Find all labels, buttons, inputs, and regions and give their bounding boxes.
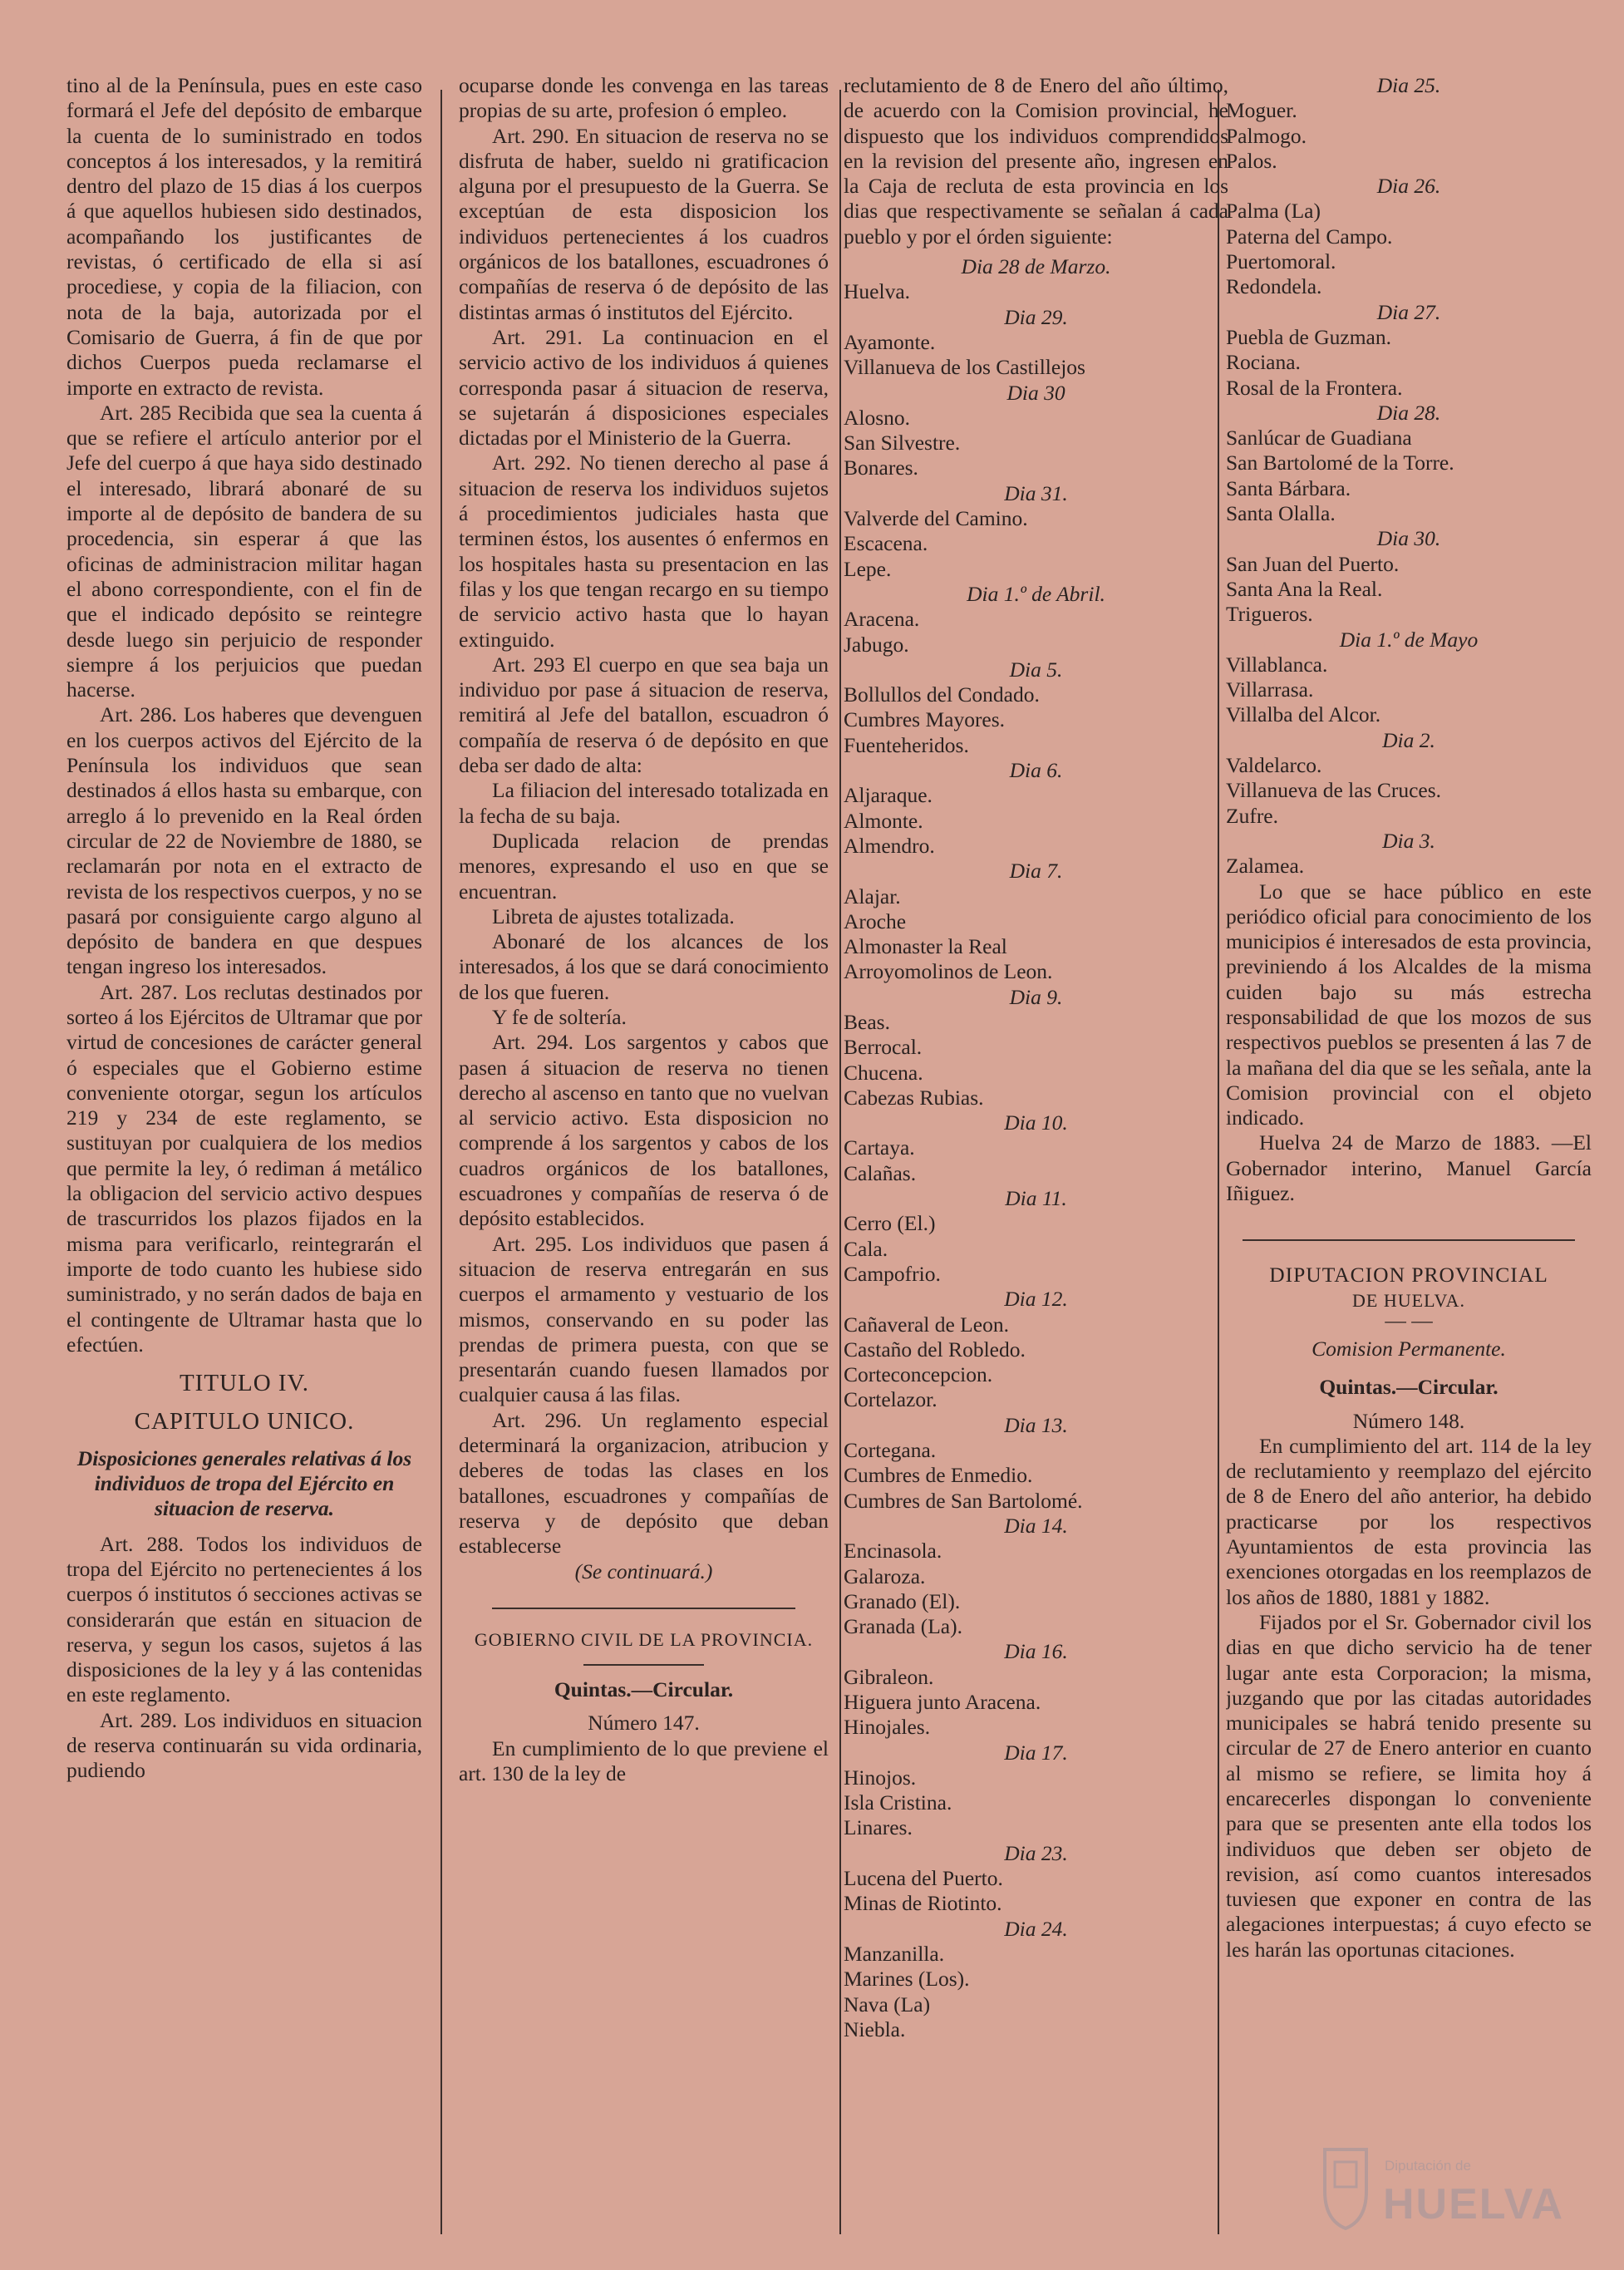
section-heading: DIPUTACION PROVINCIAL <box>1269 1263 1548 1288</box>
day-heading: Dia 5. <box>1009 657 1063 682</box>
town-name: Villablanca. <box>1226 652 1328 677</box>
day-heading: Dia 6. <box>1009 758 1063 783</box>
paragraph: ocuparse donde les convenga en las tareas propias de su arte, profesion ó empleo. <box>459 73 829 123</box>
town-name: Zalamea. <box>1226 854 1305 879</box>
town-name: Santa Ana la Real. <box>1226 576 1383 601</box>
circular-number: Número 148. <box>1352 1408 1465 1433</box>
town-name: Galaroza. <box>844 1563 926 1588</box>
town-name: Arroyomolinos de Leon. <box>844 959 1053 984</box>
paragraph: Y fe de soltería. <box>492 1004 627 1029</box>
day-heading: Dia 17. <box>1004 1740 1068 1765</box>
paragraph: tino al de la Península, pues en este caso formará el Jefe del depósito de embarque la cuenta de lo suministrado en todos conceptos á los interesados, y la remitirá dentro del plazo de 15 dias á los cuerpos á que aquellos hubiesen sido destinados, acompañando los justificantes de revistas, ó certificado de ella si así procediese, y copia de la filiacion, con nota de la baja, autorizada por el Comisario de Guerra, á fin de que por dichos Cuerpos pueda reclamarse el importe en extracto de revista. <box>66 73 422 400</box>
watermark-subtitle: Diputación de <box>1385 2158 1471 2174</box>
day-heading: Dia 25. <box>1376 73 1441 97</box>
town-name: Hinojos. <box>844 1765 917 1790</box>
town-name: Beas. <box>844 1009 890 1034</box>
town-name: Palos. <box>1226 148 1277 173</box>
town-name: Puebla de Guzman. <box>1226 324 1391 349</box>
title-heading: TITULO IV. <box>179 1370 310 1397</box>
article-285: Art. 285 Recibida que sea la cuenta á que se refiere el artículo anterior por el Jefe del cuerpo á que haya sido destinado el interesado, librará abonaré de su importe al de depósito de bandera de su procedencia, sin esperar á que las oficinas de administracion militar hagan el abono correspondiente, con el fin de que el indicado depósito se reintegre desde luego sin perjuicio de responder siempre á los perjuicios que puedan hacerse. <box>66 400 422 702</box>
section-subheading: DE HUELVA. <box>1352 1289 1465 1311</box>
column-4 <box>1226 73 1592 2234</box>
town-name: Palma (La) <box>1226 199 1321 224</box>
town-name: Almonaster la Real <box>844 934 1007 959</box>
town-name: Bonares. <box>844 455 918 480</box>
schedule-list <box>1226 73 1592 879</box>
section-rule <box>492 1608 795 1609</box>
town-name: Calañas. <box>844 1160 917 1185</box>
town-name: Encinasola. <box>844 1539 942 1563</box>
article-295: Art. 295. Los individuos que pasen á situacion de reserva entregarán en sus cuerpos el armamento y vestuario de los mismos, conservando en su poder las prendas de primera puesta, con que se presentarán cuando fuesen llamados por cualquier causa á las filas. <box>459 1231 829 1407</box>
town-name: Cerro (El.) <box>844 1211 936 1236</box>
town-name: Lepe. <box>844 556 892 581</box>
town-name: Bollullos del Condado. <box>844 682 1040 707</box>
divider-dashes: — — <box>1385 1307 1433 1332</box>
town-name: Alosno. <box>844 405 911 430</box>
town-name: Fuenteheridos. <box>844 732 969 757</box>
column-3 <box>844 73 1228 2234</box>
town-name: Niebla. <box>844 2016 906 2041</box>
town-name: Jabugo. <box>844 632 909 657</box>
town-name: Cumbres de San Bartolomé. <box>844 1488 1083 1513</box>
town-name: Marines (Los). <box>844 1967 970 1992</box>
paragraph: La filiacion del interesado totalizada en la fecha de su baja. <box>459 778 829 828</box>
town-name: Rosal de la Frontera. <box>1226 375 1403 400</box>
town-name: Aroche <box>844 908 907 933</box>
town-name: San Bartolomé de la Torre. <box>1226 451 1454 475</box>
watermark-logo <box>1316 2141 1566 2233</box>
article-292: Art. 292. No tienen derecho al pase á situacion de reserva los individuos sujetos á procedimientos judiciales hasta que terminen éstos, los ausentes ó enfermos en los hospitales hasta su presentacion en las filas y los que tengan recargo en su tiempo de servicio activo hasta que lo hayan extinguido. <box>459 451 829 652</box>
newspaper-page <box>58 73 1596 2234</box>
town-name: Corteconcepcion. <box>844 1362 993 1387</box>
day-heading: Dia 12. <box>1004 1287 1068 1312</box>
day-heading: Dia 30. <box>1376 526 1441 551</box>
circular-heading: Quintas.—Circular. <box>554 1677 734 1702</box>
schedule-list <box>844 254 1228 2042</box>
town-name: Almonte. <box>844 808 923 833</box>
article-288: Art. 288. Todos los individuos de tropa del Ejército no pertenecientes á los cuerpos ó institutos ó secciones activas se considerarán que están en situacion de reserva, y segun los casos, sujetos á las disposiciones de la ley y á las contenidas en este reglamento. <box>66 1531 422 1707</box>
town-name: Campofrio. <box>844 1261 941 1286</box>
town-name: Sanlúcar de Guadiana <box>1226 426 1412 451</box>
town-name: Aracena. <box>844 607 920 632</box>
town-name: Berrocal. <box>844 1035 923 1060</box>
article-286: Art. 286. Los haberes que devenguen en los cuerpos activos del Ejército de la Península los individuos que sean destinados á ellos hasta su embarque, con arreglo á lo prevenido en la Real órden circular de 22 de Noviembre de 1880, se reclamarán por nota en el extracto de revista de los respectivos cuerpos, y no se pasará por consiguiente cargo alguno al depósito de bandera en que despues tengan ingreso los interesados. <box>66 702 422 979</box>
town-name: Cartaya. <box>844 1135 915 1160</box>
day-heading: Dia 24. <box>1004 1916 1068 1941</box>
day-heading: Dia 7. <box>1009 859 1063 884</box>
town-name: Castaño del Robledo. <box>844 1337 1026 1362</box>
town-name: Linares. <box>844 1815 913 1840</box>
town-name: Gibraleon. <box>844 1664 934 1689</box>
paragraph: Libreta de ajustes totalizada. <box>492 904 735 928</box>
circular-number: Número 147. <box>588 1711 700 1736</box>
town-name: Paterna del Campo. <box>1226 224 1393 249</box>
day-heading: Dia 16. <box>1004 1639 1068 1664</box>
column-rule <box>440 90 442 2234</box>
day-heading: Dia 2. <box>1382 727 1435 752</box>
article-289: Art. 289. Los individuos en situacion de reserva continuarán su vida ordinaria, pudiendo <box>66 1707 422 1783</box>
town-name: Villanueva de las Cruces. <box>1226 778 1442 803</box>
town-name: Valdelarco. <box>1226 753 1322 778</box>
committee-heading: Comision Permanente. <box>1312 1336 1506 1361</box>
town-name: Huelva. <box>844 279 911 304</box>
column-1 <box>66 73 422 2234</box>
town-name: Cabezas Rubias. <box>844 1085 984 1110</box>
column-rule <box>839 90 841 2234</box>
article-287: Art. 287. Los reclutas destinados por sorteo á los Ejércitos de Ultramar que por virtud de concesiones de carácter general ó especiales que el Gobierno estime conveniente otorgar, segun los artículos 219 y 234 de este reglamento, se sustituyan por cualquiera de los medios que permite la ley, ó rediman á metálico la obligacion del servicio activo despues de trascurridos los plazos fijados en la misma para verificarlo, reintegrarán el importe de todo cuanto les hubiese sido suministrado, y no serán dados de baja en el contingente de Ultramar hasta que lo efectúen. <box>66 979 422 1357</box>
town-name: Almendro. <box>844 833 935 858</box>
continued-note: (Se continuará.) <box>574 1558 713 1583</box>
article-294: Art. 294. Los sargentos y cabos que pasen á situacion de reserva no tienen derecho al ascenso en tanto que no vuelvan al servicio activo. Esta disposicion no comprende á los sargentos y cabos de los cuadros orgánicos de los batallones, escuadrones y compañías de reserva ó de depósito establecidos. <box>459 1030 829 1231</box>
town-name: Villarrasa. <box>1226 677 1314 702</box>
town-name: Chucena. <box>844 1060 923 1085</box>
town-name: Manzanilla. <box>844 1941 945 1966</box>
town-name: Cortegana. <box>844 1438 937 1463</box>
section-rule <box>1243 1239 1575 1241</box>
town-name: Lucena del Puerto. <box>844 1866 1003 1891</box>
town-name: San Silvestre. <box>844 431 961 455</box>
signature-line: Huelva 24 de Marzo de 1883. —El Gobernador interino, Manuel García Iñiguez. <box>1226 1130 1592 1206</box>
article-290: Art. 290. En situacion de reserva no se disfruta de haber, sueldo ni gratificacion alguna por el presupuesto de la Guerra. Se exceptúan de esta disposicion los individuos pertenecientes á los cuadros orgánicos de los batallones, escuadrones ó compañías de reserva ó de depósito de las distintas armas ó institutos del Ejército. <box>459 123 829 324</box>
section-subtitle: Disposiciones generales relativas á los individuos de tropa del Ejército en situacion de reserva. <box>76 1445 412 1521</box>
town-name: Cala. <box>844 1236 888 1261</box>
town-name: Hinojales. <box>844 1715 931 1740</box>
town-name: Granado (El). <box>844 1588 961 1613</box>
day-heading: Dia 14. <box>1004 1513 1068 1538</box>
day-heading: Dia 1.º de Abril. <box>967 581 1105 606</box>
paragraph: Fijados por el Sr. Gobernador civil los dias en que dicho servicio ha de tener lugar ante esta Corporacion; la misma, juzgando que por las citadas autoridades municipales se habrá tenido presente su circular de 27 de Enero anterior en cuanto al mismo se refiere, se limita hoy á encarecerles dispongan lo conveniente para que se presenten ante ella todos los individuos que deben ser objeto de revision, así como cuantos interesados tuviesen que exponer en contra de las alegaciones interpuestas; á cuyo efecto se les harán las oportunas citaciones. <box>1226 1609 1592 1962</box>
paragraph: En cumplimiento de lo que previene el art. 130 de la ley de <box>459 1736 829 1785</box>
day-heading: Dia 29. <box>1004 304 1068 329</box>
article-291: Art. 291. La continuacion en el servicio activo de los individuos á quienes corresponda pasar á situacion de reserva, se sujetarán á disposiciones especiales dictadas por el Ministerio de la Guerra. <box>459 324 829 451</box>
town-name: Escacena. <box>844 531 928 556</box>
town-name: Nava (La) <box>844 1992 931 2016</box>
town-name: Moguer. <box>1226 98 1297 123</box>
town-name: Aljaraque. <box>844 783 933 808</box>
town-name: Trigueros. <box>1226 602 1313 627</box>
town-name: Valverde del Camino. <box>844 506 1028 531</box>
chapter-heading: CAPITULO UNICO. <box>134 1408 355 1435</box>
paragraph: Lo que se hace público en este periódico oficial para conocimiento de los municipios é interesados de esta provincia, previniendo á los Alcaldes de la misma cuiden bajo su más estrecha responsabilidad de que los mozos de sus respectivos pueblos se presenten á las 7 de la mañana del dia que se les señala, ante la Comision provincial con el objeto indicado. <box>1226 879 1592 1130</box>
paragraph: Duplicada relacion de prendas menores, expresando el uso en que se encuentran. <box>459 828 829 904</box>
day-heading: Dia 26. <box>1376 174 1441 199</box>
column-2 <box>459 73 829 2234</box>
day-heading: Dia 10. <box>1004 1110 1068 1135</box>
day-heading: Dia 28 de Marzo. <box>961 254 1111 279</box>
town-name: Ayamonte. <box>844 329 936 354</box>
day-heading: Dia 27. <box>1376 299 1441 324</box>
day-heading: Dia 31. <box>1004 480 1068 505</box>
town-name: Villalba del Alcor. <box>1226 702 1381 727</box>
day-heading: Dia 13. <box>1004 1412 1068 1437</box>
town-name: Cumbres Mayores. <box>844 707 1006 732</box>
town-name: Alajar. <box>844 884 901 908</box>
day-heading: Dia 9. <box>1009 984 1063 1009</box>
town-name: Cortelazor. <box>844 1387 937 1412</box>
article-296: Art. 296. Un reglamento especial determinará la organizacion, atribucion y deberes de todas las clases en los batallones, escuadrones y compañías de reserva y de depósito que deban establecerse <box>459 1407 829 1558</box>
paragraph: Abonaré de los alcances de los interesados, á los que se dará conocimiento de los que fueren. <box>459 929 829 1004</box>
town-name: Santa Olalla. <box>1226 501 1336 526</box>
day-heading: Dia 28. <box>1376 400 1441 425</box>
town-name: Palmogo. <box>1226 123 1307 148</box>
short-rule <box>583 1664 704 1666</box>
town-name: Cumbres de Enmedio. <box>844 1463 1033 1488</box>
town-name: Redondela. <box>1226 274 1322 299</box>
town-name: Minas de Riotinto. <box>844 1891 1002 1916</box>
day-heading: Dia 30 <box>1006 380 1065 405</box>
circular-heading: Quintas.—Circular. <box>1319 1375 1499 1400</box>
day-heading: Dia 3. <box>1382 828 1435 853</box>
day-heading: Dia 1.º de Mayo <box>1339 627 1479 652</box>
day-heading: Dia 11. <box>1005 1186 1067 1211</box>
town-name: Puertomoral. <box>1226 249 1336 274</box>
town-name: Rociana. <box>1226 350 1301 375</box>
section-heading: GOBIERNO CIVIL DE LA PROVINCIA. <box>474 1628 814 1650</box>
article-293: Art. 293 El cuerpo en que sea baja un individuo por pase á situacion de reserva, remitirá al Jefe del batallon, escuadron ó compañía de reserva ó de depósito en que deba ser dado de alta: <box>459 652 829 778</box>
day-heading: Dia 23. <box>1004 1840 1068 1865</box>
paragraph: reclutamiento de 8 de Enero del año último, de acuerdo con la Comision provincial, he dispuesto que los individuos comprendidos en la revision del presente año, ingresen en la Caja de recluta de esta provincia en los dias que respectivamente se señalan á cada pueblo y por el órden siguiente: <box>844 73 1228 249</box>
town-name: Isla Cristina. <box>844 1790 952 1815</box>
town-name: Cañaveral de Leon. <box>844 1312 1009 1337</box>
town-name: San Juan del Puerto. <box>1226 551 1400 576</box>
town-name: Villanueva de los Castillejos <box>844 355 1085 380</box>
town-name: Higuera junto Aracena. <box>844 1690 1041 1714</box>
paragraph: En cumplimiento del art. 114 de la ley de reclutamiento y reemplazo del ejército de 8 de Enero del año anterior, ha debido practicarse por los respectivos Ayuntamientos de esta provincia las exenciones otorgadas en los reemplazos de los años de 1880, 1881 y 1882. <box>1226 1433 1592 1609</box>
town-name: Santa Bárbara. <box>1226 475 1351 500</box>
watermark-name: HUELVA <box>1383 2180 1565 2228</box>
town-name: Granada (La). <box>844 1614 962 1639</box>
town-name: Zufre. <box>1226 803 1279 828</box>
